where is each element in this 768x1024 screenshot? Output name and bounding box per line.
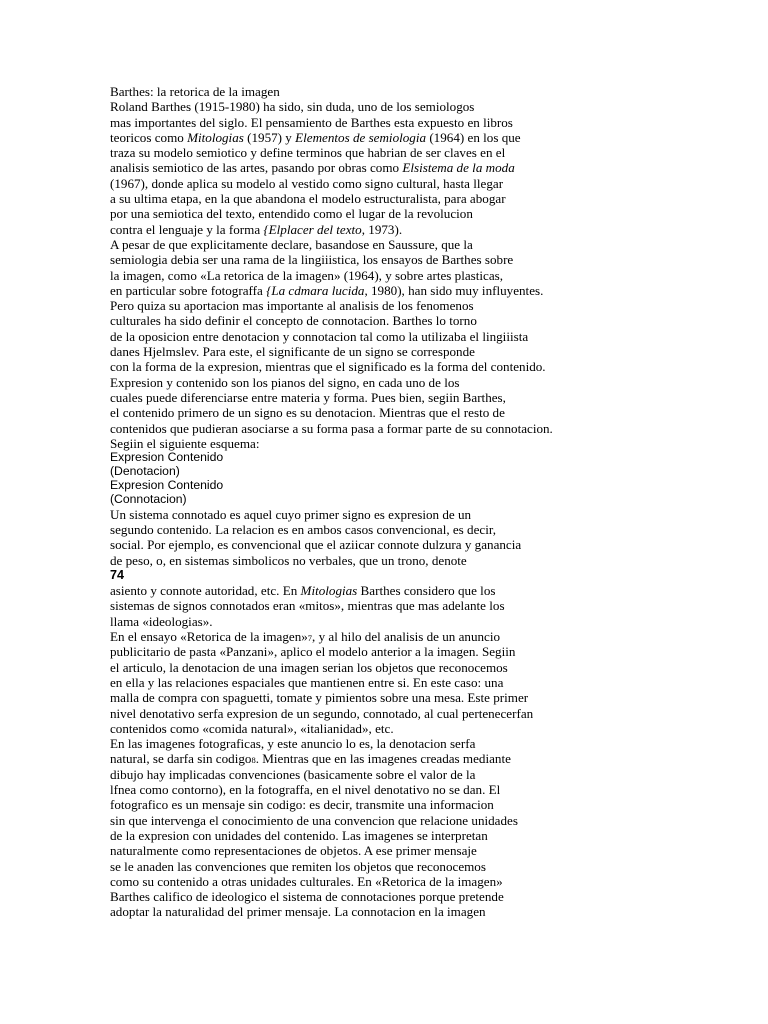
page-number: [110, 568, 750, 583]
text-segment: (1964) en los que: [426, 129, 521, 145]
text-segment: malla de compra con spaguetti, tomate y pimientos sobre una mesa. Este primer: [110, 690, 529, 706]
text-line: [110, 313, 750, 328]
text-line: [110, 797, 750, 812]
text-segment: (1967), donde aplica su modelo al vestido como signo cultural, hasta llegar: [110, 175, 504, 191]
text-segment: con la forma de la expresion, mientras que el significado es la forma del contenido.: [110, 359, 546, 375]
text-segment: en particular sobre fotograffa: [110, 282, 267, 298]
text-line: [110, 675, 750, 690]
text-segment: como su contenido a otras unidades culturales. En «Retorica de la imagen»: [110, 873, 503, 889]
text-line: [110, 813, 750, 828]
text-segment: Barthes considero que los: [357, 583, 496, 599]
text-line: [110, 237, 750, 252]
text-segment: la imagen, como «La retorica de la imagen» (1964), y sobre artes plasticas,: [110, 267, 504, 283]
text-segment: adoptar la naturalidad del primer mensaje. La connotacion en la imagen: [110, 904, 486, 920]
text-segment: el contenido primero de un signo es su denotacion. Mientras que el resto de: [110, 405, 505, 421]
text-line: [110, 390, 750, 405]
text-segment: lfnea como contorno), en la fotograffa, en el nivel denotativo no se dan. El: [110, 782, 501, 798]
italic-title: Elementos de semiologia: [295, 129, 427, 145]
document-page: [110, 84, 750, 920]
text-segment: traza su modelo semiotico y define terminos que habrian de ser claves en el: [110, 145, 506, 161]
text-segment: asiento y connote autoridad, etc. En: [110, 583, 301, 599]
schema-line: [110, 493, 750, 507]
text-line: [110, 583, 750, 598]
text-line: [110, 436, 750, 451]
text-segment: sistemas de signos connotados eran «mitos», mientras que mas adelante los: [110, 598, 505, 614]
text-line: [110, 660, 750, 675]
text-line: [110, 222, 750, 237]
text-segment: En las imagenes fotograficas, y este anuncio lo es, la denotacion serfa: [110, 736, 476, 752]
text-line: [110, 751, 750, 766]
text-segment: Barthes: la retorica de la imagen: [110, 84, 280, 99]
text-segment: (Connotacion): [110, 491, 187, 506]
text-segment: a su ultima etapa, en la que abandona el modelo estructuralista, para abogar: [110, 191, 506, 207]
text-line: [110, 191, 750, 206]
text-segment: danes Hjelmslev. Para este, el significante de un signo se corresponde: [110, 344, 475, 360]
text-line: [110, 176, 750, 191]
text-line: [110, 629, 750, 644]
text-line: [110, 690, 750, 705]
text-line: [110, 874, 750, 889]
footnote-ref: 7: [307, 633, 313, 644]
text-segment: Un sistema connotado es aquel cuyo primer signo es expresion de un: [110, 506, 472, 522]
text-segment: contenidos como «comida natural», «italianidad», etc.: [110, 720, 394, 736]
text-segment: Barthes califico de ideologico el sistema de connotaciones porque pretende: [110, 889, 504, 905]
schema-line: [110, 479, 750, 493]
text-segment: . Mientras que en las imagenes creadas mediante: [255, 751, 511, 767]
text-line: [110, 359, 750, 374]
text-line: [110, 130, 750, 145]
text-line: [110, 553, 750, 568]
text-segment: (Denotacion): [110, 464, 180, 479]
footnote-ref: 8: [251, 755, 256, 766]
text-line: [110, 782, 750, 797]
text-line: [110, 375, 750, 390]
text-segment: segundo contenido. La relacion es en ambos casos convencional, es decir,: [110, 521, 496, 537]
text-line: [110, 145, 750, 160]
text-segment: Roland Barthes (1915-1980) ha sido, sin duda, uno de los semiologos: [110, 99, 475, 115]
italic-title: {Elplacer del texto: [263, 221, 362, 237]
text-segment: de peso, o, en sistemas simbolicos no verbales, que un trono, denote: [110, 552, 467, 568]
text-line: [110, 206, 750, 221]
text-line: [110, 843, 750, 858]
text-line: [110, 405, 750, 420]
italic-title: Mitologias: [300, 583, 358, 599]
text-segment: publicitario de pasta «Panzani», aplico el modelo anterior a la imagen. Segiin: [110, 644, 516, 660]
text-line: [110, 706, 750, 721]
italic-title: Elsistema de la moda: [402, 160, 515, 176]
text-segment: , 1980), han sido muy influyentes.: [364, 282, 544, 298]
text-line: [110, 736, 750, 751]
text-segment: , 1973).: [361, 221, 403, 237]
text-line: [110, 160, 750, 175]
text-line: [110, 298, 750, 313]
text-segment: mas importantes del siglo. El pensamiento de Barthes esta expuesto en libros: [110, 114, 513, 130]
text-line: [110, 614, 750, 629]
text-line: [110, 268, 750, 283]
text-segment: natural, se darfa sin codigo: [110, 751, 252, 767]
text-segment: el articulo, la denotacion de una imagen serian los objetos que reconocemos: [110, 659, 508, 675]
text-segment: Expresion y contenido son los pianos del signo, en cada uno de los: [110, 374, 460, 390]
italic-title: {La cdmara lucida: [266, 282, 365, 298]
text-segment: llama «ideologias».: [110, 613, 213, 629]
italic-title: Mitologias: [187, 129, 244, 145]
text-line: [110, 252, 750, 267]
text-segment: culturales ha sido definir el concepto de connotacion. Barthes lo torno: [110, 313, 477, 329]
text-segment: semiologia debia ser una rama de la lingiiistica, los ensayos de Barthes sobre: [110, 252, 514, 268]
text-segment: nivel denotativo serfa expresion de un segundo, connotado, al cual pertenecerfan: [110, 705, 534, 721]
text-segment: Pero quiza su aportacion mas importante al analisis de los fenomenos: [110, 298, 474, 314]
text-segment: se le anaden las convenciones que remiten los objetos que reconocemos: [110, 858, 486, 874]
text-line: [110, 767, 750, 782]
text-segment: en ella y las relaciones espaciales que mantienen entre si. En este caso: una: [110, 674, 504, 690]
text-line: [110, 507, 750, 522]
text-segment: teoricos como: [110, 129, 188, 145]
text-segment: Expresion Contenido: [110, 477, 224, 492]
text-line: [110, 329, 750, 344]
text-line: [110, 644, 750, 659]
text-line: [110, 889, 750, 904]
text-segment: contenidos que pudieran asociarse a su forma pasa a formar parte de su connotacion.: [110, 420, 553, 436]
text-line: [110, 115, 750, 130]
text-segment: analisis semiotico de las artes, pasando por obras como: [110, 160, 403, 176]
text-segment: (1957) y: [243, 129, 296, 145]
text-segment: de la expresion con unidades del contenido. Las imagenes se interpretan: [110, 827, 488, 843]
text-segment: por una semiotica del texto, entendido como el lugar de la revolucion: [110, 206, 473, 222]
text-line: [110, 537, 750, 552]
schema-line: [110, 451, 750, 465]
text-line: [110, 598, 750, 613]
text-segment: social. Por ejemplo, es convencional que el aziicar connote dulzura y ganancia: [110, 537, 522, 553]
text-segment: fotografico es un mensaje sin codigo: es decir, transmite una informacion: [110, 797, 494, 813]
text-line: [110, 99, 750, 114]
text-segment: de la oposicion entre denotacion y connotacion tal como la utilizaba el lingiiista: [110, 328, 529, 344]
schema-line: [110, 465, 750, 479]
text-line: [110, 283, 750, 298]
text-line: [110, 904, 750, 919]
text-line: [110, 344, 750, 359]
text-segment: Segiin el siguiente esquema:: [110, 435, 260, 451]
text-line: [110, 84, 750, 99]
text-line: [110, 828, 750, 843]
text-segment: cuales puede diferenciarse entre materia y forma. Pues bien, segiin Barthes,: [110, 389, 506, 405]
text-segment: , y al hilo del analisis de un anuncio: [312, 629, 501, 645]
text-segment: naturalmente como representaciones de objetos. A ese primer mensaje: [110, 843, 477, 859]
text-segment: En el ensayo «Retorica de la imagen»: [110, 629, 308, 645]
text-segment: sin que intervenga el conocimiento de una convencion que relacione unidades: [110, 812, 518, 828]
text-segment: Expresion Contenido: [110, 450, 224, 465]
text-line: [110, 859, 750, 874]
text-segment: A pesar de que explicitamente declare, basandose en Saussure, que la: [110, 236, 473, 252]
text-line: [110, 522, 750, 537]
text-line: [110, 421, 750, 436]
text-segment: 74: [110, 567, 125, 582]
text-segment: dibujo hay implicadas convenciones (basicamente sobre el valor de la: [110, 766, 476, 782]
text-line: [110, 721, 750, 736]
text-segment: contra el lenguaje y la forma: [110, 221, 264, 237]
